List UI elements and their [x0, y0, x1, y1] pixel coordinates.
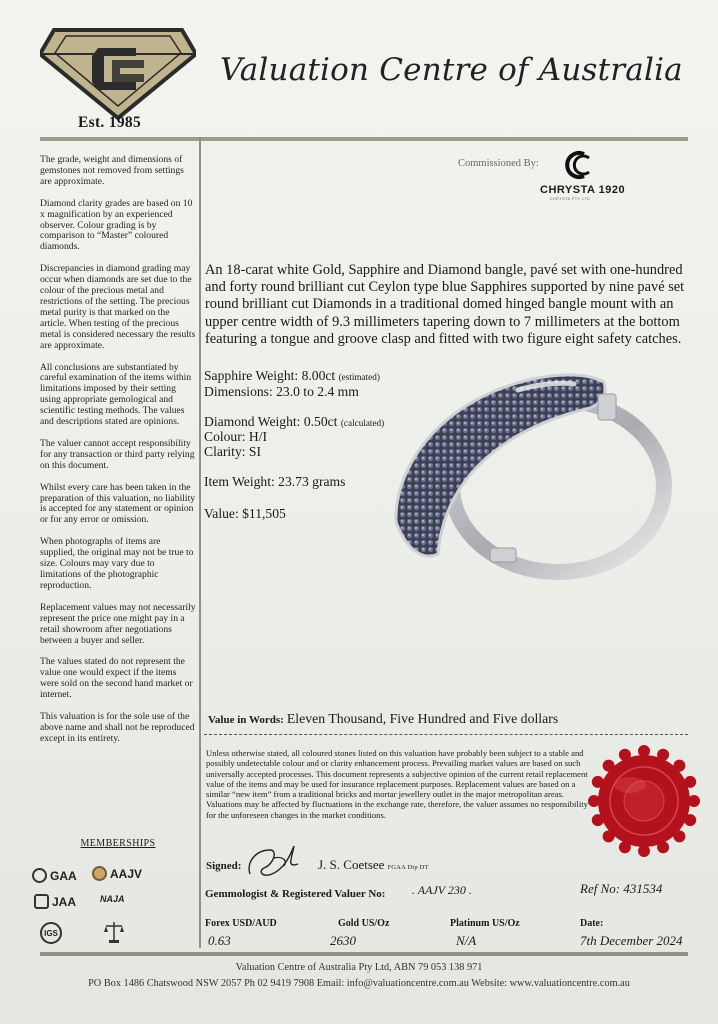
- terms-paragraph: Discrepancies in diamond grading may occur when diamonds are set due to the colour of the precious metal and restrictions of the setting. The precious metal purity is that marked on the article. When testing of the precious metal is considered necessary the results are approximate.: [40, 263, 196, 351]
- clarity-grade: Clarity: SI: [204, 444, 262, 459]
- memberships-logos: [30, 862, 180, 946]
- gaa-logo-icon: GAA: [32, 868, 77, 883]
- platinum-value: N/A: [456, 933, 477, 948]
- disclaimer-text: Unless otherwise stated, all coloured stones listed on this valuation have probably been subject to a stable and possibly undetectable colour and or clarity enhancement process. Prevailing market values are based on such universally accepted processes. This document represents a subjective opinion of the current retail replacement value of the items and may be used for insurance replacement purposes. Replacement values are based on a similar “new item” from a traditional bricks and mortar jewellery outlet in the major metropolitan areas. Valuations may be affected by fluctuations in the exchange rate, therefore, the valuer assumes no responsibility for the unforeseen changes in the market conditions.: [206, 748, 588, 820]
- jaa-logo-icon: JAA: [34, 894, 76, 909]
- naja-logo-icon: NAJA: [100, 894, 125, 904]
- scales-logo-icon: [104, 920, 124, 944]
- platinum-label: Platinum US/Oz: [450, 918, 520, 929]
- terms-column: [40, 155, 196, 756]
- terms-paragraph: All conclusions are substantiated by careful examination of the items within limitations imposed by their setting using appropriate gemological and scientific testing methods. The values and descriptions stated are opinions.: [40, 361, 192, 428]
- gold-label: Gold US/Oz: [338, 918, 390, 929]
- terms-paragraph: Whilst every care has been taken in the preparation of this valuation, no liability is accepted for any statement or opinion or for any error or omission.: [40, 481, 196, 526]
- red-seal-icon: [588, 745, 700, 857]
- dashed-divider: [204, 734, 688, 735]
- dimensions: Dimensions: 23.0 to 2.4 mm: [204, 384, 359, 399]
- forex-value: 0.63: [208, 933, 231, 948]
- client-subtitle: CHRYSTA PTY LTD: [550, 197, 591, 201]
- memberships-heading: MEMBERSHIPS: [80, 838, 156, 849]
- gold-value: 2630: [330, 933, 356, 948]
- brand-title: Valuation Centre of Australia: [220, 52, 683, 88]
- column-divider: [199, 137, 201, 948]
- chrysta-logo-icon: [562, 148, 596, 182]
- igs-logo-icon: IGS: [40, 922, 62, 944]
- vca-logo-icon: [40, 26, 196, 122]
- established-label: Est. 1985: [78, 114, 141, 131]
- terms-paragraph: The grade, weight and dimensions of gemstones not removed from settings are approximate.: [40, 154, 184, 187]
- terms-paragraph: When photographs of items are supplied, the original may not be true to size. Colours may vary due to limitations of the photographic reproduction.: [40, 536, 194, 591]
- sapphire-weight: Sapphire Weight: 8.00ct (estimated): [204, 368, 380, 383]
- company-footer: Valuation Centre of Australia Pty Ltd, ABN 79 053 138 971: [235, 962, 483, 973]
- forex-label: Forex USD/AUD: [205, 918, 277, 929]
- terms-paragraph: Diamond clarity grades are based on 10 x magnification by an experienced observer. Colour grading is by comparison to “Master” coloured diamonds.: [40, 197, 193, 253]
- signed-label: Signed:: [206, 860, 242, 872]
- bottom-rule: [40, 952, 688, 956]
- commissioned-label: Commissioned By:: [458, 158, 539, 169]
- diamond-weight: Diamond Weight: 0.50ct (calculated): [204, 414, 385, 429]
- valuer-signature: [244, 838, 306, 882]
- valuer-name: J. S. Coetsee FGAA Dip DT: [318, 857, 429, 872]
- date-label: Date:: [580, 918, 604, 929]
- aajv-logo-icon: AAJV: [92, 866, 142, 881]
- contact-footer: PO Box 1486 Chatswood NSW 2057 Ph 02 9419 7908 Email: info@valuationcentre.com.au Website: www.valuationcentre.com.au: [88, 978, 630, 989]
- terms-paragraph: This valuation is for the sole use of the above name and shall not be reproduced except in its entirety.: [40, 711, 195, 744]
- valuer-number: . AAJV 230 .: [412, 883, 472, 897]
- reference-number: Ref No: 431534: [580, 881, 663, 896]
- terms-paragraph: The valuer cannot accept responsibility for any transaction or third party relying on this document.: [40, 437, 195, 471]
- top-rule: [40, 137, 688, 141]
- terms-paragraph: The values stated do not represent the value one would expect if the items were sold on the second hand market or internet.: [40, 656, 193, 701]
- item-weight: Item Weight: 23.73 grams: [204, 474, 346, 489]
- colour-grade: Colour: H/I: [204, 429, 268, 444]
- date-value: 7th December 2024: [580, 933, 683, 948]
- value-in-words: Value in Words: Eleven Thousand, Five Hundred and Five dollars: [208, 711, 559, 726]
- client-name: CHRYSTA 1920: [540, 184, 626, 196]
- valuer-role-label: Gemmologist & Registered Valuer No:: [205, 888, 386, 900]
- bangle-photo: [378, 364, 678, 588]
- item-description: An 18-carat white Gold, Sapphire and Diamond bangle, pavé set with one-hundred and forty round brilliant cut Ceylon type blue Sapphires supported by nine pavé set round brilliant cut Diamonds in a traditional domed hinged bangle mount with an upper centre width of 9.3 millimeters tapering down to 7 millimeters at the bottom featuring a tongue and groove clasp and fitted with two figure eight safety catches.: [205, 262, 685, 347]
- item-value: Value: $11,505: [204, 506, 286, 521]
- terms-paragraph: Replacement values may not necessarily represent the price one might pay in a retail showroom after negotiations between a buyer and seller.: [40, 601, 196, 646]
